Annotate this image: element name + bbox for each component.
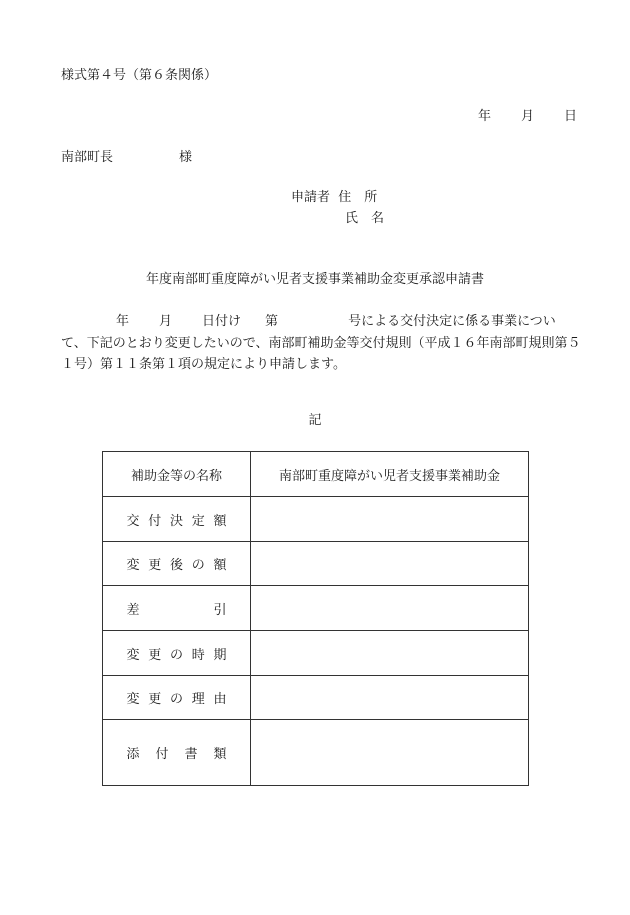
addressee — [61, 150, 192, 166]
body-month: 月 — [159, 314, 173, 329]
applicant-address-label: 住 所 — [338, 190, 378, 205]
ki-heading: 記 — [308, 413, 322, 428]
details-table — [102, 451, 529, 786]
date-line — [478, 109, 577, 125]
date-month: 月 — [521, 109, 535, 124]
table-row — [103, 497, 529, 542]
row-label: 補助金等の名称 — [103, 452, 251, 497]
row-label: 交付決定額 — [126, 513, 227, 529]
applicant-name-label: 氏 名 — [345, 211, 385, 226]
applicant-role: 申請者 — [291, 190, 331, 205]
date-day: 日 — [564, 109, 578, 124]
table-row — [103, 452, 529, 497]
row-value[interactable] — [251, 586, 529, 631]
table-row — [103, 720, 529, 786]
row-value[interactable]: 南部町重度障がい児者支援事業補助金 — [251, 452, 529, 497]
body-dated: 日付け — [202, 314, 242, 329]
table-row — [103, 586, 529, 631]
body-year: 年 — [116, 314, 130, 329]
row-value[interactable] — [251, 720, 529, 786]
body-rest: 号による交付決定に係る事業について、下記のとおり変更したいので、南部町補助金等交付規則（平成１６年南部町規則第５１号）第１１条第１項の規定により申請します。 — [61, 314, 581, 372]
table-row — [103, 542, 529, 586]
row-label: 変更の理由 — [126, 692, 227, 707]
table-row — [103, 676, 529, 720]
date-year: 年 — [478, 109, 492, 124]
table-row — [103, 631, 529, 676]
addressee-honorific: 様 — [179, 150, 193, 165]
body-paragraph — [61, 311, 581, 376]
row-label: 差引 — [126, 602, 227, 618]
body-no: 第 — [265, 314, 279, 329]
form-number: 様式第４号（第６条関係） — [61, 68, 218, 83]
row-value[interactable] — [251, 497, 529, 542]
row-value[interactable] — [251, 676, 529, 720]
row-label: 変更後の額 — [126, 558, 227, 573]
document-title: 年度南部町重度障がい児者支援事業補助金変更承認申請書 — [145, 272, 484, 287]
row-value[interactable] — [251, 542, 529, 586]
row-label: 添付書類 — [126, 747, 227, 762]
row-label: 変更の時期 — [126, 647, 227, 663]
applicant-address-line — [291, 190, 377, 206]
addressee-name: 南部町長 — [61, 150, 114, 165]
row-value[interactable] — [251, 631, 529, 676]
